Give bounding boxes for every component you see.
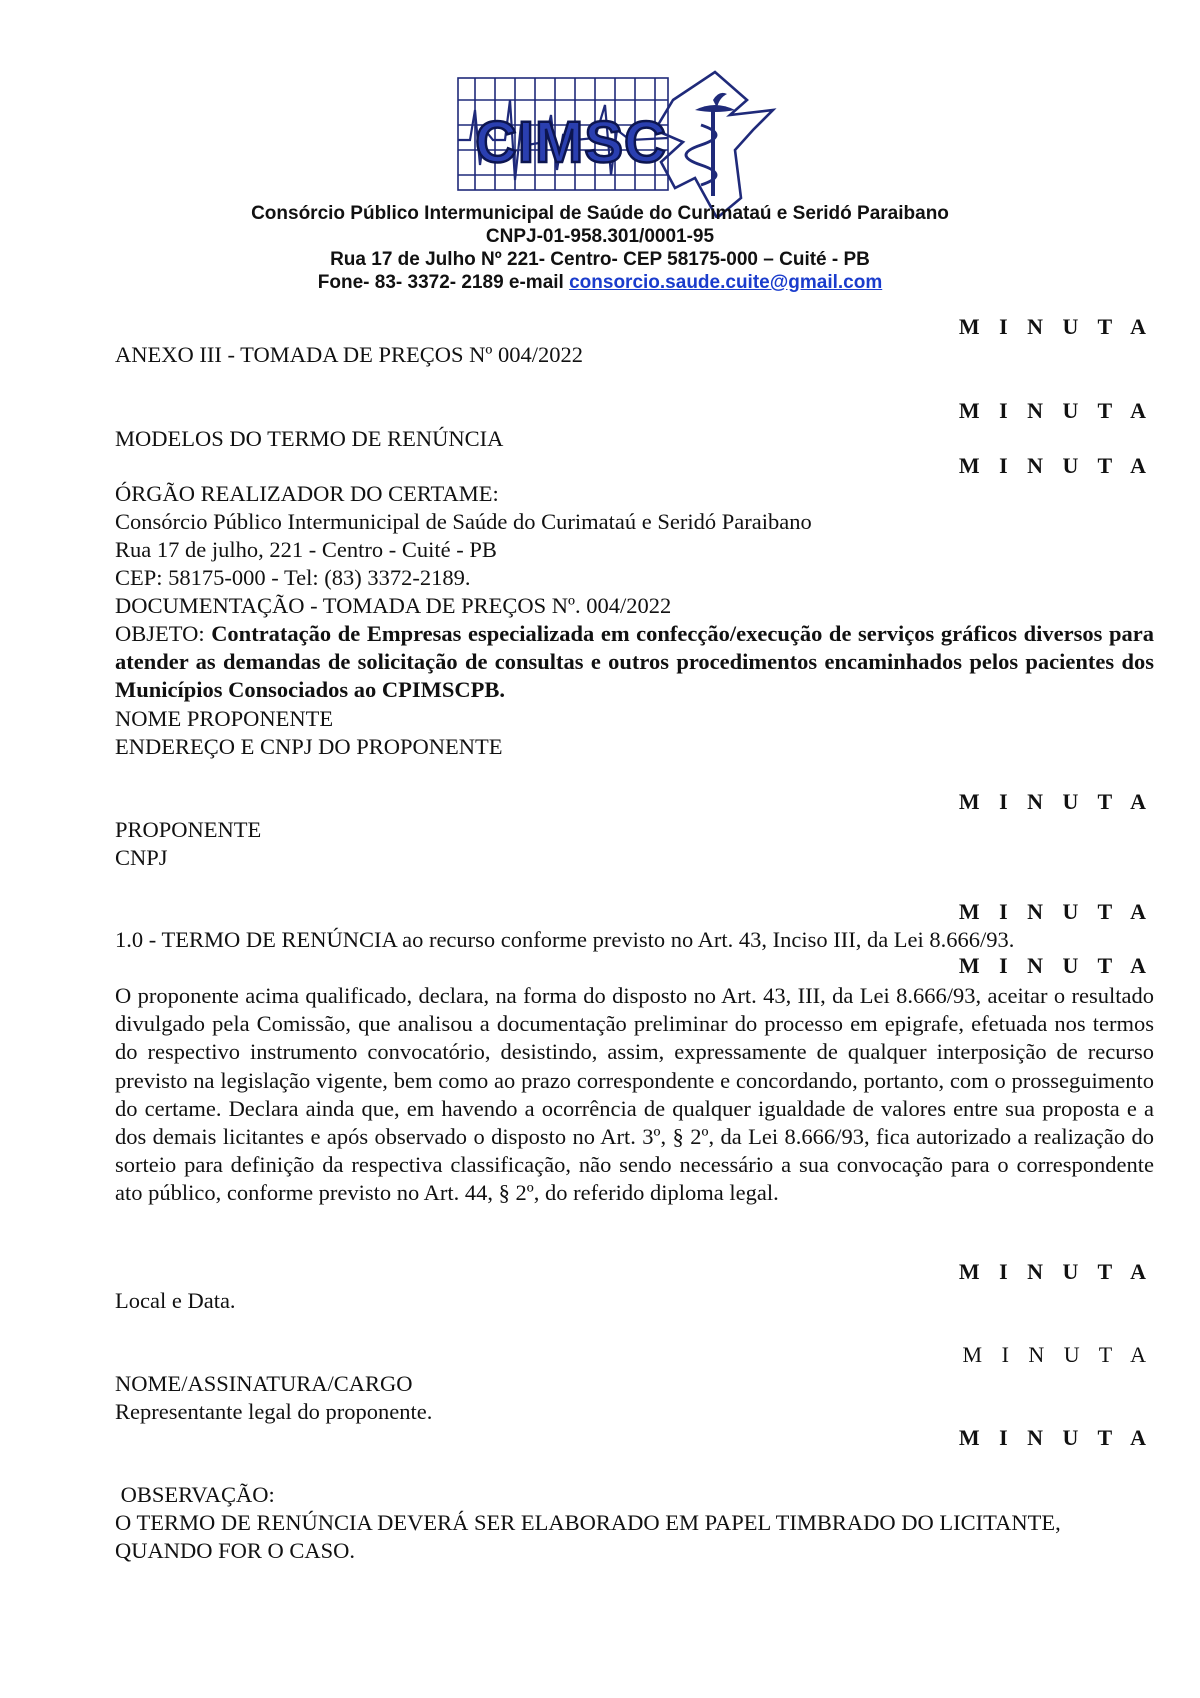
proponent-name: NOME PROPONENTE <box>115 706 334 731</box>
minuta-watermark: M I N U T A <box>958 453 1153 478</box>
minuta-watermark: M I N U T A <box>958 789 1153 814</box>
minuta-watermark: M I N U T A <box>962 1342 1153 1367</box>
organ-label: ÓRGÃO REALIZADOR DO CERTAME: <box>115 481 499 506</box>
minuta-watermark: M I N U T A <box>958 953 1153 978</box>
proponent-label: PROPONENTE <box>115 817 262 842</box>
object-paragraph <box>115 620 1154 705</box>
observation-line-2: QUANDO FOR O CASO. <box>115 1538 356 1563</box>
observation-line-1: O TERMO DE RENÚNCIA DEVERÁ SER ELABORADO EM PAPEL TIMBRADO DO LICITANTE, <box>115 1510 1061 1535</box>
cnpj-label: CNPJ <box>115 845 168 870</box>
documentation-line: DOCUMENTAÇÃO - TOMADA DE PREÇOS Nº. 004/2022 <box>115 593 672 618</box>
representative-line: Representante legal do proponente. <box>115 1399 433 1424</box>
org-cnpj: CNPJ-01-958.301/0001-95 <box>485 226 715 247</box>
place-date: Local e Data. <box>115 1288 236 1313</box>
object-text: Contratação de Empresas especializada em confecção/execução de serviços gráficos diversos para atender as demandas de solicitação de consultas e outros procedimentos encaminhados pelos pacientes dos Municípios Consociados ao CPIMSCPB. <box>115 621 1154 703</box>
org-address: Rua 17 de Julho Nº 221- Centro- CEP 58175-000 – Cuité - PB <box>330 249 870 270</box>
annex-title: ANEXO III - TOMADA DE PREÇOS Nº 004/2022 <box>115 342 584 367</box>
email-link[interactable]: consorcio.saude.cuite@gmail.com <box>569 272 883 293</box>
object-label: OBJETO: <box>115 621 212 646</box>
organ-cep: CEP: 58175-000 - Tel: (83) 3372-2189. <box>115 565 471 590</box>
declaration-paragraph: O proponente acima qualificado, declara, na forma do disposto no Art. 43, III, da Lei 8.666/93, aceitar o resultado divulgado pela Comissão, que analisou a documentação preliminar do processo em epigrafe, efetuada nos termos do respectivo instrumento convocatório, desistindo, assim, expressamente de qualquer interposição de recurso previsto na legislação vigente, bem como ao prazo correspondente e concordando, portanto, com o prosseguimento do certame. Declara ainda que, em havendo a ocorrência de qualquer igualdade de valores entre sua proposta e a dos demais licitantes e após observado o disposto no Art. 3º, § 2º, da Lei 8.666/93, fica autorizado a realização do sorteio para definição da respectiva classificação, não sendo necessário a sua convocação para o correspondente ato público, conforme previsto no Art. 44, § 2º, do referido diploma legal. <box>115 983 1154 1206</box>
proponent-address: ENDEREÇO E CNPJ DO PROPONENTE <box>115 734 503 759</box>
logo-text: CIMSC <box>475 110 667 175</box>
organ-address: Rua 17 de julho, 221 - Centro - Cuité - PB <box>115 537 497 562</box>
phone-text: Fone- 83- 3372- 2189 e-mail <box>317 272 570 293</box>
org-contact <box>0 271 1200 295</box>
minuta-watermark: M I N U T A <box>958 1259 1153 1284</box>
minuta-watermark: M I N U T A <box>958 1425 1153 1450</box>
cimsc-logo <box>455 70 815 218</box>
org-name: Consórcio Público Intermunicipal de Saúde do Curimataú e Seridó Paraibano <box>251 203 949 224</box>
signature-line: NOME/ASSINATURA/CARGO <box>115 1371 413 1396</box>
term-title: 1.0 - TERMO DE RENÚNCIA ao recurso conforme previsto no Art. 43, Inciso III, da Lei 8.666/93. <box>115 927 1015 952</box>
organ-name: Consórcio Público Intermunicipal de Saúde do Curimataú e Seridó Paraibano <box>115 509 812 534</box>
minuta-watermark: M I N U T A <box>958 398 1153 423</box>
minuta-watermark: M I N U T A <box>958 314 1153 339</box>
models-title: MODELOS DO TERMO DE RENÚNCIA <box>115 426 504 451</box>
minuta-watermark: M I N U T A <box>958 899 1153 924</box>
observation-label: OBSERVAÇÃO: <box>115 1482 275 1507</box>
